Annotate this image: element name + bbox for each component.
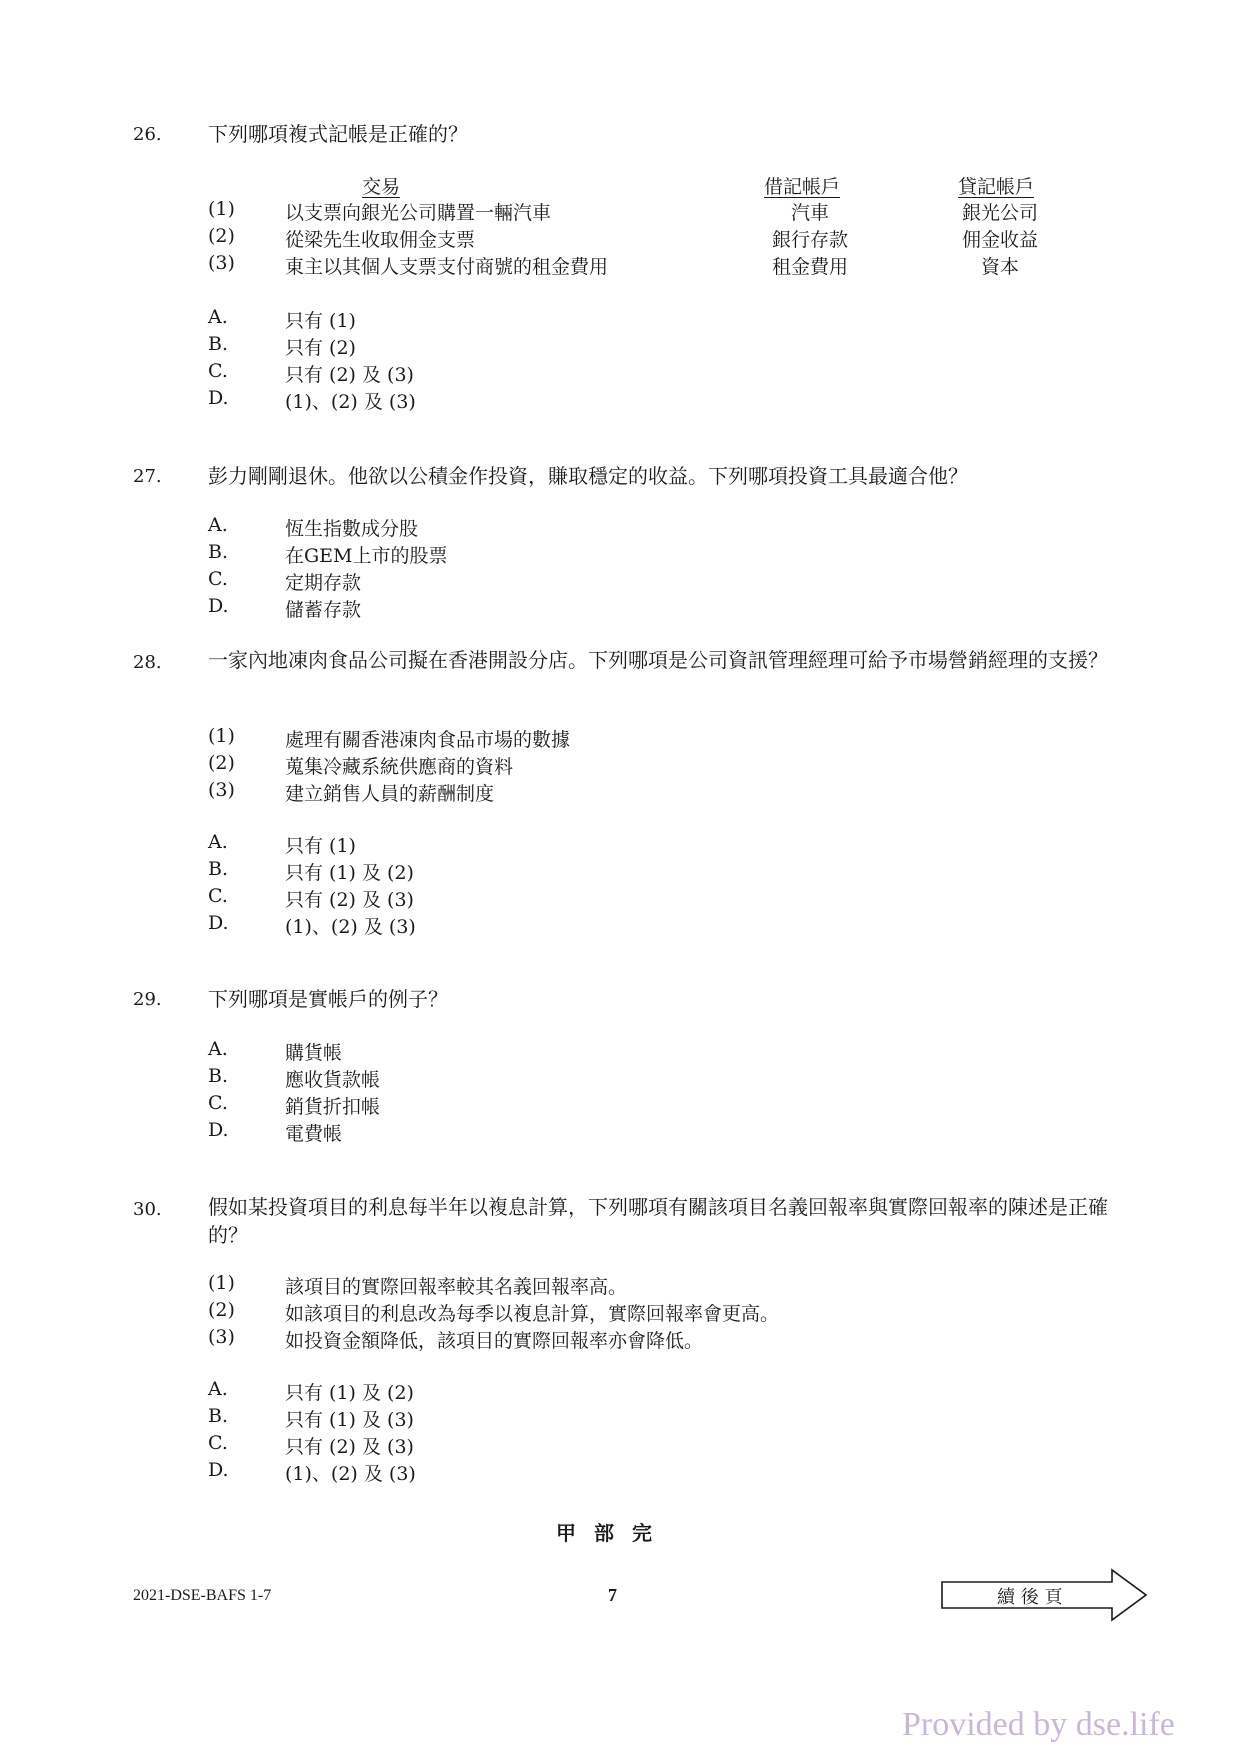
- question-28-number: 28.: [133, 652, 162, 673]
- statement-text: 蒐集冷藏系統供應商的資料: [285, 756, 514, 778]
- option-text: 只有 (2) 及 (3): [285, 1436, 414, 1458]
- question-30-text: 假如某投資項目的利息每半年以複息計算，下列哪項有關該項目名義回報率與實際回報率的陳述是正確的？: [208, 1195, 1108, 1247]
- statement-text: 處理有關香港凍肉食品市場的數據: [285, 729, 571, 751]
- row-debit: 租金費用: [771, 256, 848, 278]
- row-credit: 資本: [980, 256, 1019, 278]
- statement-label: (1): [208, 725, 235, 747]
- option-label: A.: [208, 1038, 228, 1060]
- option-label: C.: [208, 1432, 228, 1454]
- continue-arrow: [940, 1567, 1150, 1623]
- option-label: B.: [208, 1065, 229, 1087]
- option-label: D.: [208, 1119, 229, 1141]
- option-label: D.: [208, 387, 229, 409]
- table-row: [0, 198, 1241, 226]
- option-text: 儲蓄存款: [285, 599, 362, 621]
- provided-by-watermark: Provided by dse.life: [902, 1706, 1175, 1743]
- option-text: 購貨帳: [285, 1042, 343, 1064]
- section-end-title: 甲部完: [556, 1521, 670, 1545]
- option-text: 只有 (1) 及 (2): [285, 862, 414, 884]
- table-row: [0, 225, 1241, 253]
- paper-code: 2021-DSE-BAFS 1-7: [133, 1587, 272, 1604]
- row-label: (1): [208, 198, 235, 220]
- option-text: 只有 (2) 及 (3): [285, 364, 414, 386]
- option-label: C.: [208, 568, 228, 590]
- row-transaction: 東主以其個人支票支付商號的租金費用: [285, 256, 609, 278]
- option-label: A.: [208, 831, 228, 853]
- table-header-transaction: 交易: [362, 176, 401, 198]
- statement-text: 建立銷售人員的薪酬制度: [285, 783, 495, 805]
- statement-label: (3): [208, 779, 235, 801]
- row-transaction: 從梁先生收取佣金支票: [285, 229, 476, 251]
- option-text: 銷貨折扣帳: [285, 1096, 381, 1118]
- question-30-number: 30.: [133, 1199, 162, 1220]
- table-header-credit: 貸記帳戶: [958, 176, 1035, 198]
- row-transaction: 以支票向銀光公司購置一輛汽車: [285, 202, 552, 224]
- question-27-text: 彭力剛剛退休。他欲以公積金作投資，賺取穩定的收益。下列哪項投資工具最適合他？: [208, 464, 968, 488]
- statement-text: 該項目的實際回報率較其名義回報率高。: [285, 1276, 628, 1298]
- option-text: (1)、(2) 及 (3): [285, 916, 416, 938]
- option-label: B.: [208, 1405, 229, 1427]
- option-text: 只有 (1) 及 (3): [285, 1409, 414, 1431]
- option-label: B.: [208, 541, 229, 563]
- statement-text: 如該項目的利息改為每季以複息計算，實際回報率會更高。: [285, 1303, 780, 1325]
- option-label: C.: [208, 360, 228, 382]
- statement-label: (2): [208, 1299, 235, 1321]
- option-label: A.: [208, 514, 228, 536]
- question-29-number: 29.: [133, 989, 162, 1010]
- option-label: D.: [208, 1459, 229, 1481]
- option-label: B.: [208, 858, 229, 880]
- option-text: 應收貨款帳: [285, 1069, 381, 1091]
- row-label: (2): [208, 225, 235, 247]
- option-text: 定期存款: [285, 572, 362, 594]
- option-text: 只有 (1) 及 (2): [285, 1382, 414, 1404]
- option-label: C.: [208, 885, 228, 907]
- option-text: 在GEM上市的股票: [285, 545, 448, 567]
- row-credit: 佣金收益: [961, 229, 1038, 251]
- option-label: B.: [208, 333, 229, 355]
- question-26-text: 下列哪項複式記帳是正確的？: [208, 122, 468, 146]
- option-label: D.: [208, 912, 229, 934]
- option-text: 只有 (2): [285, 337, 356, 359]
- question-26-number: 26.: [133, 124, 162, 145]
- statement-label: (1): [208, 1272, 235, 1294]
- statement-label: (2): [208, 752, 235, 774]
- question-28-text: 一家內地凍肉食品公司擬在香港開設分店。下列哪項是公司資訊管理經理可給予市場營銷經理的支援？: [208, 648, 1108, 672]
- row-label: (3): [208, 252, 235, 274]
- continue-text: 續 後 頁: [997, 1587, 1063, 1608]
- option-label: D.: [208, 595, 229, 617]
- option-text: (1)、(2) 及 (3): [285, 391, 416, 413]
- option-text: 只有 (1): [285, 835, 356, 857]
- option-text: 只有 (1): [285, 310, 356, 332]
- option-text: 只有 (2) 及 (3): [285, 889, 414, 911]
- option-text: 電費帳: [285, 1123, 343, 1145]
- option-label: A.: [208, 1378, 228, 1400]
- row-debit: 銀行存款: [771, 229, 848, 251]
- table-row: [0, 252, 1241, 280]
- page-number: 7: [608, 1585, 617, 1605]
- row-credit: 銀光公司: [961, 202, 1038, 224]
- statement-text: 如投資金額降低，該項目的實際回報率亦會降低。: [285, 1330, 704, 1352]
- statement-label: (3): [208, 1326, 235, 1348]
- option-label: C.: [208, 1092, 228, 1114]
- option-text: 恆生指數成分股: [285, 518, 419, 540]
- question-27-number: 27.: [133, 466, 162, 487]
- option-label: A.: [208, 306, 228, 328]
- question-29-text: 下列哪項是實帳戶的例子？: [208, 987, 448, 1011]
- option-text: (1)、(2) 及 (3): [285, 1463, 416, 1485]
- row-debit: 汽車: [790, 202, 829, 224]
- table-header-debit: 借記帳戶: [764, 176, 841, 198]
